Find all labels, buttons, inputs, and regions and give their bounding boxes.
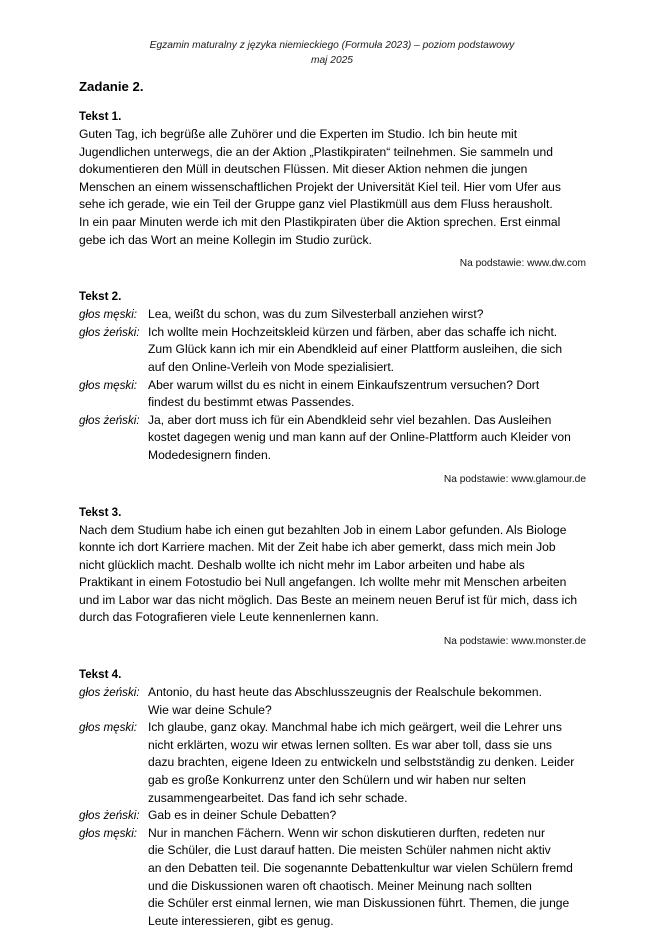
transcript-line: gab es große Konkurrenz unter den Schülern und wir haben nur selten [148,773,526,788]
transcript-line: an den Debatten teil. Die sogenannte Debattenkultur war vielen Schülern fremd [148,861,573,875]
text-block [79,505,587,650]
utterance [148,306,587,324]
transcript-line: zusammengearbeitet. Das fand ich sehr schade. [148,790,408,805]
text-heading: Tekst 1. [79,110,122,123]
transcript-line: Modedesignern finden. [148,447,272,462]
speaker-label: głos męski: [79,721,137,735]
text-heading: Tekst 2. [79,290,122,304]
transcript-line: sehe ich gerade, wie ein Teil der Gruppe ganz viel Plastikmüll aus dem Fluss herausholt. [79,197,553,212]
dialogue [79,684,587,930]
transcript-line: nicht glücklich macht. Deshalb wollte ich nicht mehr im Labor arbeiten und habe als [79,557,525,572]
utterance [148,825,587,931]
transcript-line: findest du bestimmt etwas Passendes. [148,395,355,410]
transcript-line: Zum Glück kann ich mir ein Abendkleid auf einer Plattform ausleihen, die sich [148,342,563,357]
text-block [79,109,587,271]
transcript-line: und die Diskussionen waren oft chaotisch. Meiner Meinung nach sollten [148,878,532,893]
transcript-line: nicht erklärten, wozu wir etwas lernen sollten. Es war aber toll, dass sie uns [148,737,552,752]
transcript-line: Nur in manchen Fächern. Wenn wir schon diskutieren durften, redeten nur [148,825,546,840]
dialogue-turn [79,825,587,931]
header-line-date: maj 2025 [311,55,353,66]
transcript-paragraph [79,522,587,628]
text-heading: Tekst 3. [79,505,122,519]
utterance [148,719,587,807]
dialogue-turn [79,719,587,807]
transcript-line: In ein paar Minuten werde ich mit den Plastikpiraten über die Aktion sprechen. Erst einmal [79,214,561,229]
transcript-line: kostet dagegen wenig und man kann auf der Online-Plattform auch Kleider von [148,430,571,445]
transcript-line: Antonio, du hast heute das Abschlusszeugnis der Realschule bekommen. [148,685,542,700]
source-attribution: Na podstawie: www.monster.de [443,636,586,648]
text-heading: Tekst 4. [79,668,122,682]
source-attribution: Na podstawie: www.glamour.de [443,473,586,485]
dialogue [79,306,587,464]
transcript-line: Ich glaube, ganz okay. Manchmal habe ich mich geärgert, weil die Lehrer uns [148,720,562,735]
utterance [148,807,587,825]
transcript-line: Jugendlichen unterwegs, die an der Aktion „Plastikpiraten“ teilnehmen. Sie sammeln und [79,144,553,159]
transcript-line: dokumentieren den Müll in deutschen Flüssen. Mit dieser Aktion nehmen die jungen [79,162,528,177]
text-sections [79,109,587,930]
source-attribution: Na podstawie: www.dw.com [459,258,586,270]
speaker-label: głos męski: [79,826,137,840]
text-block [79,289,587,486]
speaker-label: głos męski: [79,308,137,322]
transcript-line: durch das Fotografieren viele Leute kennenlernen kann. [79,610,379,625]
transcript-line: Praktikant in einem Fotostudio bei Null angefangen. Ich wollte mehr mit Menschen arbeiten [79,575,567,590]
transcript-line: Nach dem Studium habe ich einen gut bezahlten Job in einem Labor gefunden. Als Biologe [79,522,567,537]
transcript-line: konnte ich dort Karriere machen. Mit der Zeit habe ich aber gemerkt, dass mich mein Job [79,540,556,555]
transcript-line: Ich wollte mein Hochzeitskleid kürzen und färben, aber das schaffe ich nicht. [148,324,558,339]
speaker-label: głos męski: [79,378,137,392]
transcript-line: gebe ich das Wort an meine Kollegin im Studio zurück. [79,232,372,247]
utterance [148,324,587,377]
transcript-line: Guten Tag, ich begrüße alle Zuhörer und die Experten im Studio. Ich bin heute mit [79,127,518,141]
dialogue-turn [79,324,587,377]
speaker-label: głos żeński: [79,686,140,700]
dialogue-turn [79,807,587,825]
transcript-line: Wie war deine Schule? [148,702,272,717]
transcript-line: die Schüler, die Lust darauf hatten. Die meisten Schüler nahmen nicht aktiv [148,843,551,858]
transcript-line: Aber warum willst du es nicht in einem Einkaufszentrum versuchen? Dort [148,377,540,392]
utterance [148,377,587,412]
speaker-label: głos żeński: [79,413,140,427]
transcript-line: auf den Online-Verleih von Mode spezialisiert. [148,359,395,374]
transcript-line: Menschen an einem wissenschaftlichen Projekt der Universität Kiel teil. Hier vom Ufer aus [79,179,561,194]
transcript-line: Ja, aber dort muss ich für ein Abendkleid sehr viel bezahlen. Das Ausleihen [148,412,552,427]
utterance [148,412,587,465]
text-block [79,667,587,930]
dialogue-turn [79,684,587,719]
utterance [148,684,587,719]
transcript-line: die Schüler erst einmal lernen, wie man Diskussionen führt. Themen, die junge [148,896,570,911]
transcript-line: Lea, weißt du schon, was du zum Silvesterball anziehen wirst? [148,307,484,322]
transcript-line: und im Labor war das nicht möglich. Das Beste an meinem neuen Beruf ist für mich, dass ich [79,592,578,607]
speaker-label: głos żeński: [79,325,140,339]
dialogue-turn [79,306,587,324]
speaker-label: głos żeński: [79,809,140,823]
dialogue-turn [79,377,587,412]
header-line-exam: Egzamin maturalny z języka niemieckiego (Formuła 2023) – poziom podstawowy [149,40,515,51]
dialogue-turn [79,412,587,465]
transcript-line: Leute interessieren, gibt es genug. [148,913,334,928]
transcript-paragraph [79,126,587,249]
page-title: Zadanie 2. [79,79,144,94]
document-content [79,78,587,930]
transcript-line: Gab es in deiner Schule Debatten? [148,808,337,823]
running-header [0,38,664,68]
transcript-line: dazu brachten, eigene Ideen zu entwickeln und selbstständig zu denken. Leider [148,755,575,770]
